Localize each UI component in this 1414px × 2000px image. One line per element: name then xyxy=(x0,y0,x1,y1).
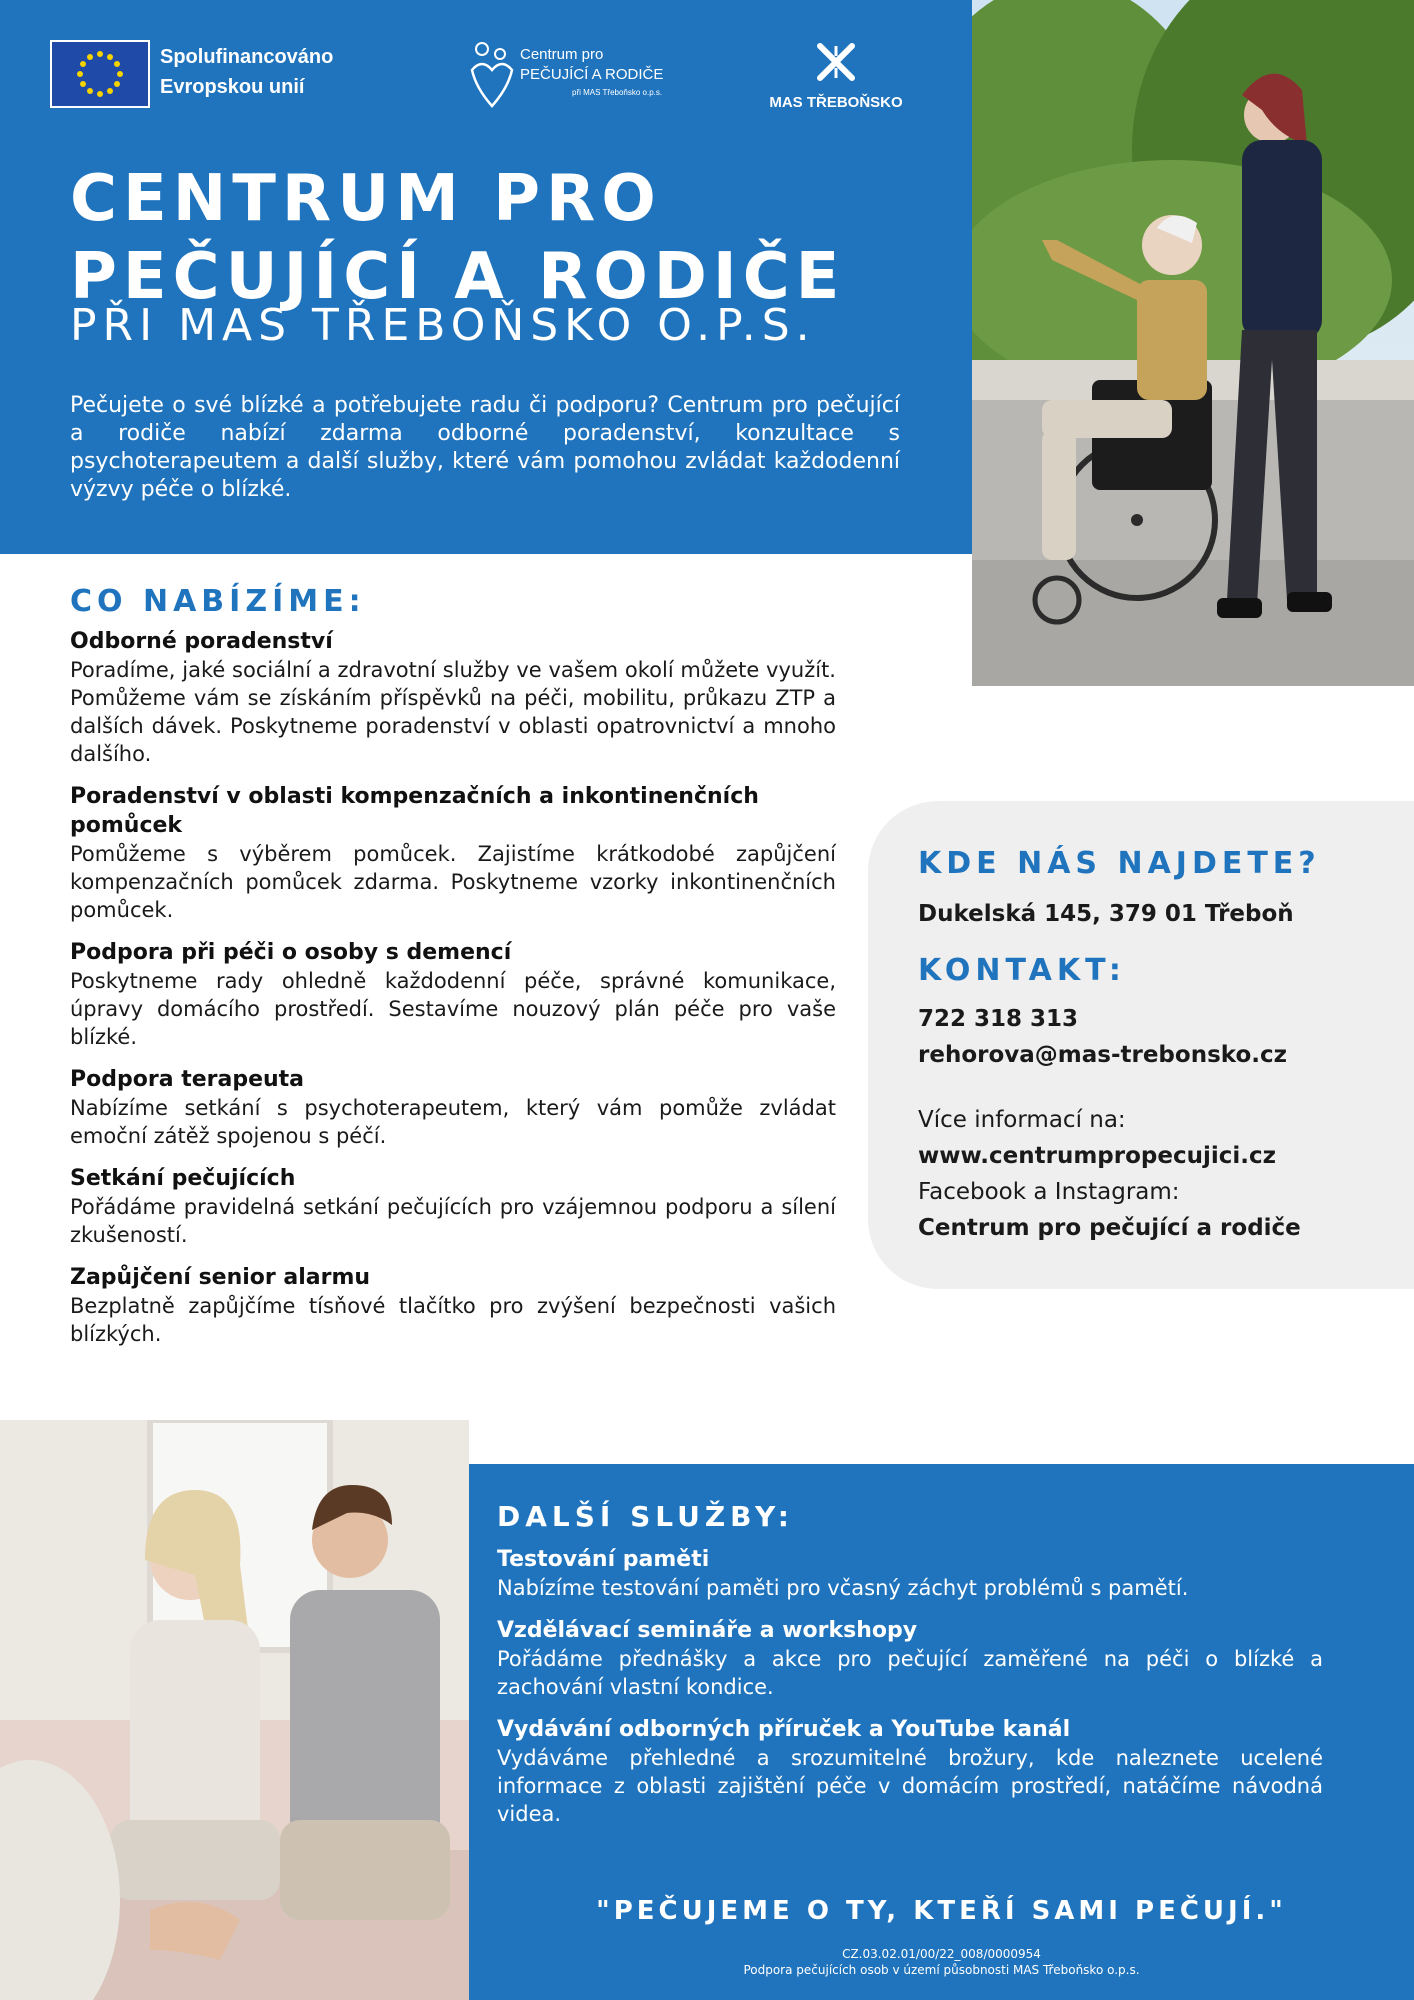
offer-item-text: Nabízíme setkání s psychoterapeutem, který vám pomůže zvládat emoční zátěž spojenou s péčí. xyxy=(70,1096,836,1148)
more-service-item xyxy=(497,1715,1323,1828)
more-service-item xyxy=(497,1545,1323,1602)
more-services-section xyxy=(497,1500,1323,1842)
more-service-title: Vzdělávací semináře a workshopy xyxy=(497,1618,918,1643)
more-service-title: Testování paměti xyxy=(497,1547,710,1572)
page-subtitle: PŘI MAS TŘEBOŇSKO O.P.S. xyxy=(70,300,816,351)
project-number: CZ.03.02.01/00/22_008/0000954 xyxy=(842,1947,1041,1961)
offer-item-text: Pomůžeme s výběrem pomůcek. Zajistíme krátkodobé zapůjčení kompenzačních pomůcek zdarma. Poskytneme vzorky inkontinenčních pomůcek. xyxy=(70,842,836,922)
eu-line-2: Evropskou unií xyxy=(160,76,305,98)
offer-item-title: Poradenství v oblasti kompenzačních a inkontinenčních pomůcek xyxy=(70,784,759,838)
more-service-title: Vydávání odborných příruček a YouTube kanál xyxy=(497,1717,1071,1742)
more-info xyxy=(918,1102,1388,1246)
contact-section xyxy=(918,846,1388,1246)
offer-item-title: Zapůjčení senior alarmu xyxy=(70,1265,371,1290)
offer-item xyxy=(70,1065,836,1150)
eu-flag-icon xyxy=(50,40,150,108)
heart-people-icon xyxy=(468,40,518,110)
offer-item xyxy=(70,627,836,768)
footer xyxy=(469,1946,1414,1978)
offer-item xyxy=(70,1263,836,1348)
intro-paragraph: Pečujete o své blízké a potřebujete radu či podporu? Centrum pro pečující a rodiče nabízí zdarma odborné poradenství, konzultace s psychoterapeutem a další služby, které vám pomohou zvládat každodenní výzvy péče o blízké. xyxy=(70,393,900,502)
offer-item-text: Poradíme, jaké sociální a zdravotní služby ve vašem okolí můžete využít. Pomůžeme vám se získáním příspěvků na péči, mobilitu, průkazu ZTP a dalších dávek. Poskytneme poradenství v oblasti opatrovnictví a mnoho dalšího. xyxy=(70,658,836,766)
offer-item xyxy=(70,782,836,924)
slogan: "PEČUJEME O TY, KTEŘÍ SAMI PEČUJÍ." xyxy=(596,1896,1287,1926)
consultation-photo xyxy=(0,1420,469,2000)
website-link[interactable]: www.centrumpropecujici.cz xyxy=(918,1143,1277,1169)
eu-line-1: Spolufinancováno xyxy=(160,46,334,68)
offer-item-title: Podpora při péči o osoby s demencí xyxy=(70,940,512,965)
social-label: Facebook a Instagram: xyxy=(918,1179,1180,1205)
more-service-item xyxy=(497,1616,1323,1701)
contact-title: KONTAKT: xyxy=(918,953,1126,988)
offer-item-title: Setkání pečujících xyxy=(70,1166,296,1191)
centrum-logo-line-3: při MAS Třeboňsko o.p.s. xyxy=(572,88,663,97)
address: Dukelská 145, 379 01 Třeboň xyxy=(918,901,1294,927)
centrum-logo-line-1: Centrum pro xyxy=(520,46,604,63)
offer-item-title: Podpora terapeuta xyxy=(70,1067,305,1092)
offer-item xyxy=(70,1164,836,1249)
offer-section xyxy=(70,584,836,1362)
more-service-text: Pořádáme přednášky a akce pro pečující zaměřené na péči o blízké a zachování vlastní kondice. xyxy=(497,1647,1323,1699)
offer-title: CO NABÍZÍME: xyxy=(70,584,366,619)
eu-cofunding-text xyxy=(160,42,400,102)
where-title: KDE NÁS NAJDETE? xyxy=(918,846,1321,881)
more-service-text: Vydáváme přehledné a srozumitelné brožury, kde naleznete ucelené informace z oblasti zajištění péče v domácím prostředí, natáčíme návodná videa. xyxy=(497,1746,1323,1826)
mas-cross-icon xyxy=(816,42,856,82)
offer-item-text: Bezplatně zapůjčíme tísňové tlačítko pro zvýšení bezpečnosti vašich blízkých. xyxy=(70,1294,836,1346)
offer-item-text: Pořádáme pravidelná setkání pečujících pro vzájemnou podporu a sílení zkušeností. xyxy=(70,1195,836,1247)
offer-item-title: Odborné poradenství xyxy=(70,629,333,654)
more-service-text: Nabízíme testování paměti pro včasný záchyt problémů s pamětí. xyxy=(497,1576,1189,1600)
project-name: Podpora pečujících osob v území působnosti MAS Třeboňsko o.p.s. xyxy=(743,1963,1140,1977)
page-title xyxy=(70,160,950,316)
more-services-title: DALŠÍ SLUŽBY: xyxy=(497,1500,794,1533)
phone-number[interactable]: 722 318 313 xyxy=(918,1006,1079,1032)
centrum-logo xyxy=(468,40,708,110)
wheelchair-photo xyxy=(972,0,1414,686)
title-line-2: PEČUJÍCÍ A RODIČE xyxy=(70,240,846,314)
email-link[interactable]: rehorova@mas-trebonsko.cz xyxy=(918,1042,1287,1068)
offer-item xyxy=(70,938,836,1051)
offer-item-text: Poskytneme rady ohledně každodenní péče, správné komunikace, úpravy domácího prostředí. Sestavíme nouzový plán péče pro vaše blízké. xyxy=(70,969,836,1049)
mas-logo-text: MAS TŘEBOŇSKO xyxy=(769,94,903,111)
title-line-1: CENTRUM PRO xyxy=(70,162,662,236)
more-info-label: Více informací na: xyxy=(918,1107,1126,1133)
mas-logo xyxy=(756,42,916,114)
centrum-logo-line-2: PEČUJÍCÍ A RODIČE xyxy=(520,66,664,83)
social-name[interactable]: Centrum pro pečující a rodiče xyxy=(918,1215,1301,1241)
